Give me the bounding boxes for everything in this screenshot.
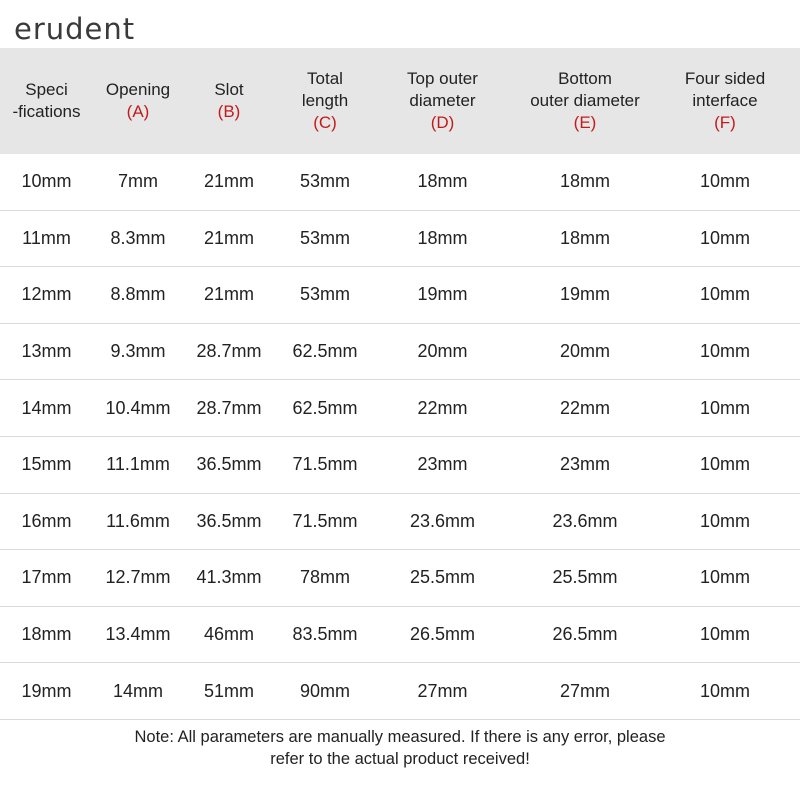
header-label: Slot <box>214 80 244 99</box>
cell-bottom-diameter: 18mm <box>559 227 610 248</box>
cell-interface: 10mm <box>699 624 750 645</box>
header-slot <box>183 48 275 154</box>
cell-top-diameter: 20mm <box>417 341 468 362</box>
header-code: (C) <box>313 113 337 132</box>
cell-interface: 10mm <box>699 567 750 588</box>
header-label: -fications <box>12 102 81 121</box>
cell-total-length: 62.5mm <box>292 341 358 362</box>
spec-table-body <box>0 154 800 720</box>
cell-bottom-diameter: 22mm <box>559 397 610 418</box>
header-label: Top outer <box>407 69 478 88</box>
cell-spec: 10mm <box>21 171 72 192</box>
cell-top-diameter: 23mm <box>417 454 468 475</box>
cell-opening: 10.4mm <box>105 397 171 418</box>
header-code: (B) <box>217 102 241 121</box>
cell-top-diameter: 27mm <box>417 680 468 701</box>
cell-opening: 7mm <box>118 171 158 192</box>
cell-interface: 10mm <box>699 284 750 305</box>
cell-slot: 21mm <box>203 284 254 305</box>
table-row <box>0 494 800 551</box>
cell-total-length: 53mm <box>299 171 350 192</box>
cell-interface: 10mm <box>699 680 750 701</box>
cell-top-diameter: 18mm <box>417 227 468 248</box>
cell-opening: 13.4mm <box>105 624 171 645</box>
cell-slot: 21mm <box>203 171 254 192</box>
measurement-note <box>0 726 800 770</box>
table-row <box>0 607 800 664</box>
cell-slot: 36.5mm <box>196 510 262 531</box>
table-row <box>0 324 800 381</box>
cell-interface: 10mm <box>699 510 750 531</box>
header-code: (D) <box>430 113 455 132</box>
cell-bottom-diameter: 26.5mm <box>552 624 618 645</box>
cell-total-length: 71.5mm <box>292 454 358 475</box>
cell-slot: 46mm <box>203 624 254 645</box>
cell-spec: 18mm <box>21 624 72 645</box>
cell-spec: 19mm <box>21 680 72 701</box>
cell-bottom-diameter: 27mm <box>559 680 610 701</box>
cell-total-length: 53mm <box>299 284 350 305</box>
header-label: length <box>301 91 349 110</box>
note-line: refer to the actual product received! <box>270 750 530 768</box>
cell-top-diameter: 25.5mm <box>409 567 476 588</box>
header-label: diameter <box>409 91 476 110</box>
table-row <box>0 437 800 494</box>
header-label: outer diameter <box>530 91 640 110</box>
cell-total-length: 62.5mm <box>292 397 358 418</box>
cell-slot: 28.7mm <box>196 341 262 362</box>
cell-bottom-diameter: 18mm <box>559 171 610 192</box>
header-total-length <box>275 48 375 154</box>
table-row <box>0 267 800 324</box>
table-row <box>0 550 800 607</box>
cell-bottom-diameter: 25.5mm <box>552 567 618 588</box>
cell-opening: 11.1mm <box>106 454 170 475</box>
cell-opening: 8.3mm <box>110 227 166 248</box>
header-label: Total <box>307 69 343 88</box>
cell-top-diameter: 18mm <box>417 171 468 192</box>
brand-logo-text: erudent <box>14 12 136 46</box>
cell-top-diameter: 26.5mm <box>409 624 476 645</box>
cell-spec: 15mm <box>21 454 72 475</box>
cell-opening: 9.3mm <box>110 341 166 362</box>
table-row <box>0 211 800 268</box>
header-label: Bottom <box>558 69 612 88</box>
cell-interface: 10mm <box>699 341 750 362</box>
cell-spec: 16mm <box>21 510 72 531</box>
table-row <box>0 663 800 720</box>
cell-top-diameter: 22mm <box>417 397 468 418</box>
header-four-sided-interface <box>660 48 790 154</box>
cell-total-length: 83.5mm <box>292 624 358 645</box>
cell-total-length: 78mm <box>299 567 350 588</box>
header-label: Four sided <box>684 69 766 88</box>
header-code: (F) <box>714 113 736 132</box>
cell-interface: 10mm <box>699 454 750 475</box>
cell-opening: 8.8mm <box>110 284 166 305</box>
cell-top-diameter: 19mm <box>417 284 468 305</box>
header-label: Opening <box>105 80 171 99</box>
cell-interface: 10mm <box>699 397 750 418</box>
cell-total-length: 53mm <box>299 227 350 248</box>
cell-opening: 12.7mm <box>105 567 171 588</box>
cell-slot: 36.5mm <box>196 454 262 475</box>
cell-bottom-diameter: 19mm <box>559 284 610 305</box>
cell-total-length: 71.5mm <box>292 510 358 531</box>
cell-total-length: 90mm <box>299 680 350 701</box>
header-opening <box>93 48 183 154</box>
cell-spec: 12mm <box>21 284 72 305</box>
header-label: Speci <box>25 80 68 99</box>
note-line: Note: All parameters are manually measured. If there is any error, please <box>134 728 666 746</box>
cell-opening: 11.6mm <box>106 510 170 531</box>
header-code: (A) <box>126 102 150 121</box>
spec-table-header <box>0 48 800 154</box>
cell-slot: 21mm <box>203 227 254 248</box>
cell-spec: 14mm <box>21 397 72 418</box>
cell-top-diameter: 23.6mm <box>409 510 476 531</box>
cell-interface: 10mm <box>699 227 750 248</box>
cell-slot: 41.3mm <box>196 567 262 588</box>
table-row <box>0 154 800 211</box>
cell-slot: 51mm <box>203 680 254 701</box>
header-label: interface <box>692 91 758 110</box>
cell-spec: 11mm <box>22 227 71 248</box>
header-top-outer-diameter <box>375 48 510 154</box>
header-code: (E) <box>573 113 597 132</box>
cell-bottom-diameter: 23mm <box>559 454 610 475</box>
cell-spec: 13mm <box>21 341 72 362</box>
cell-bottom-diameter: 20mm <box>559 341 610 362</box>
cell-slot: 28.7mm <box>196 397 262 418</box>
cell-opening: 14mm <box>112 680 163 701</box>
header-bottom-outer-diameter <box>510 48 660 154</box>
table-row <box>0 380 800 437</box>
cell-bottom-diameter: 23.6mm <box>552 510 618 531</box>
header-specifications <box>0 48 93 154</box>
cell-spec: 17mm <box>21 567 72 588</box>
cell-interface: 10mm <box>699 171 750 192</box>
